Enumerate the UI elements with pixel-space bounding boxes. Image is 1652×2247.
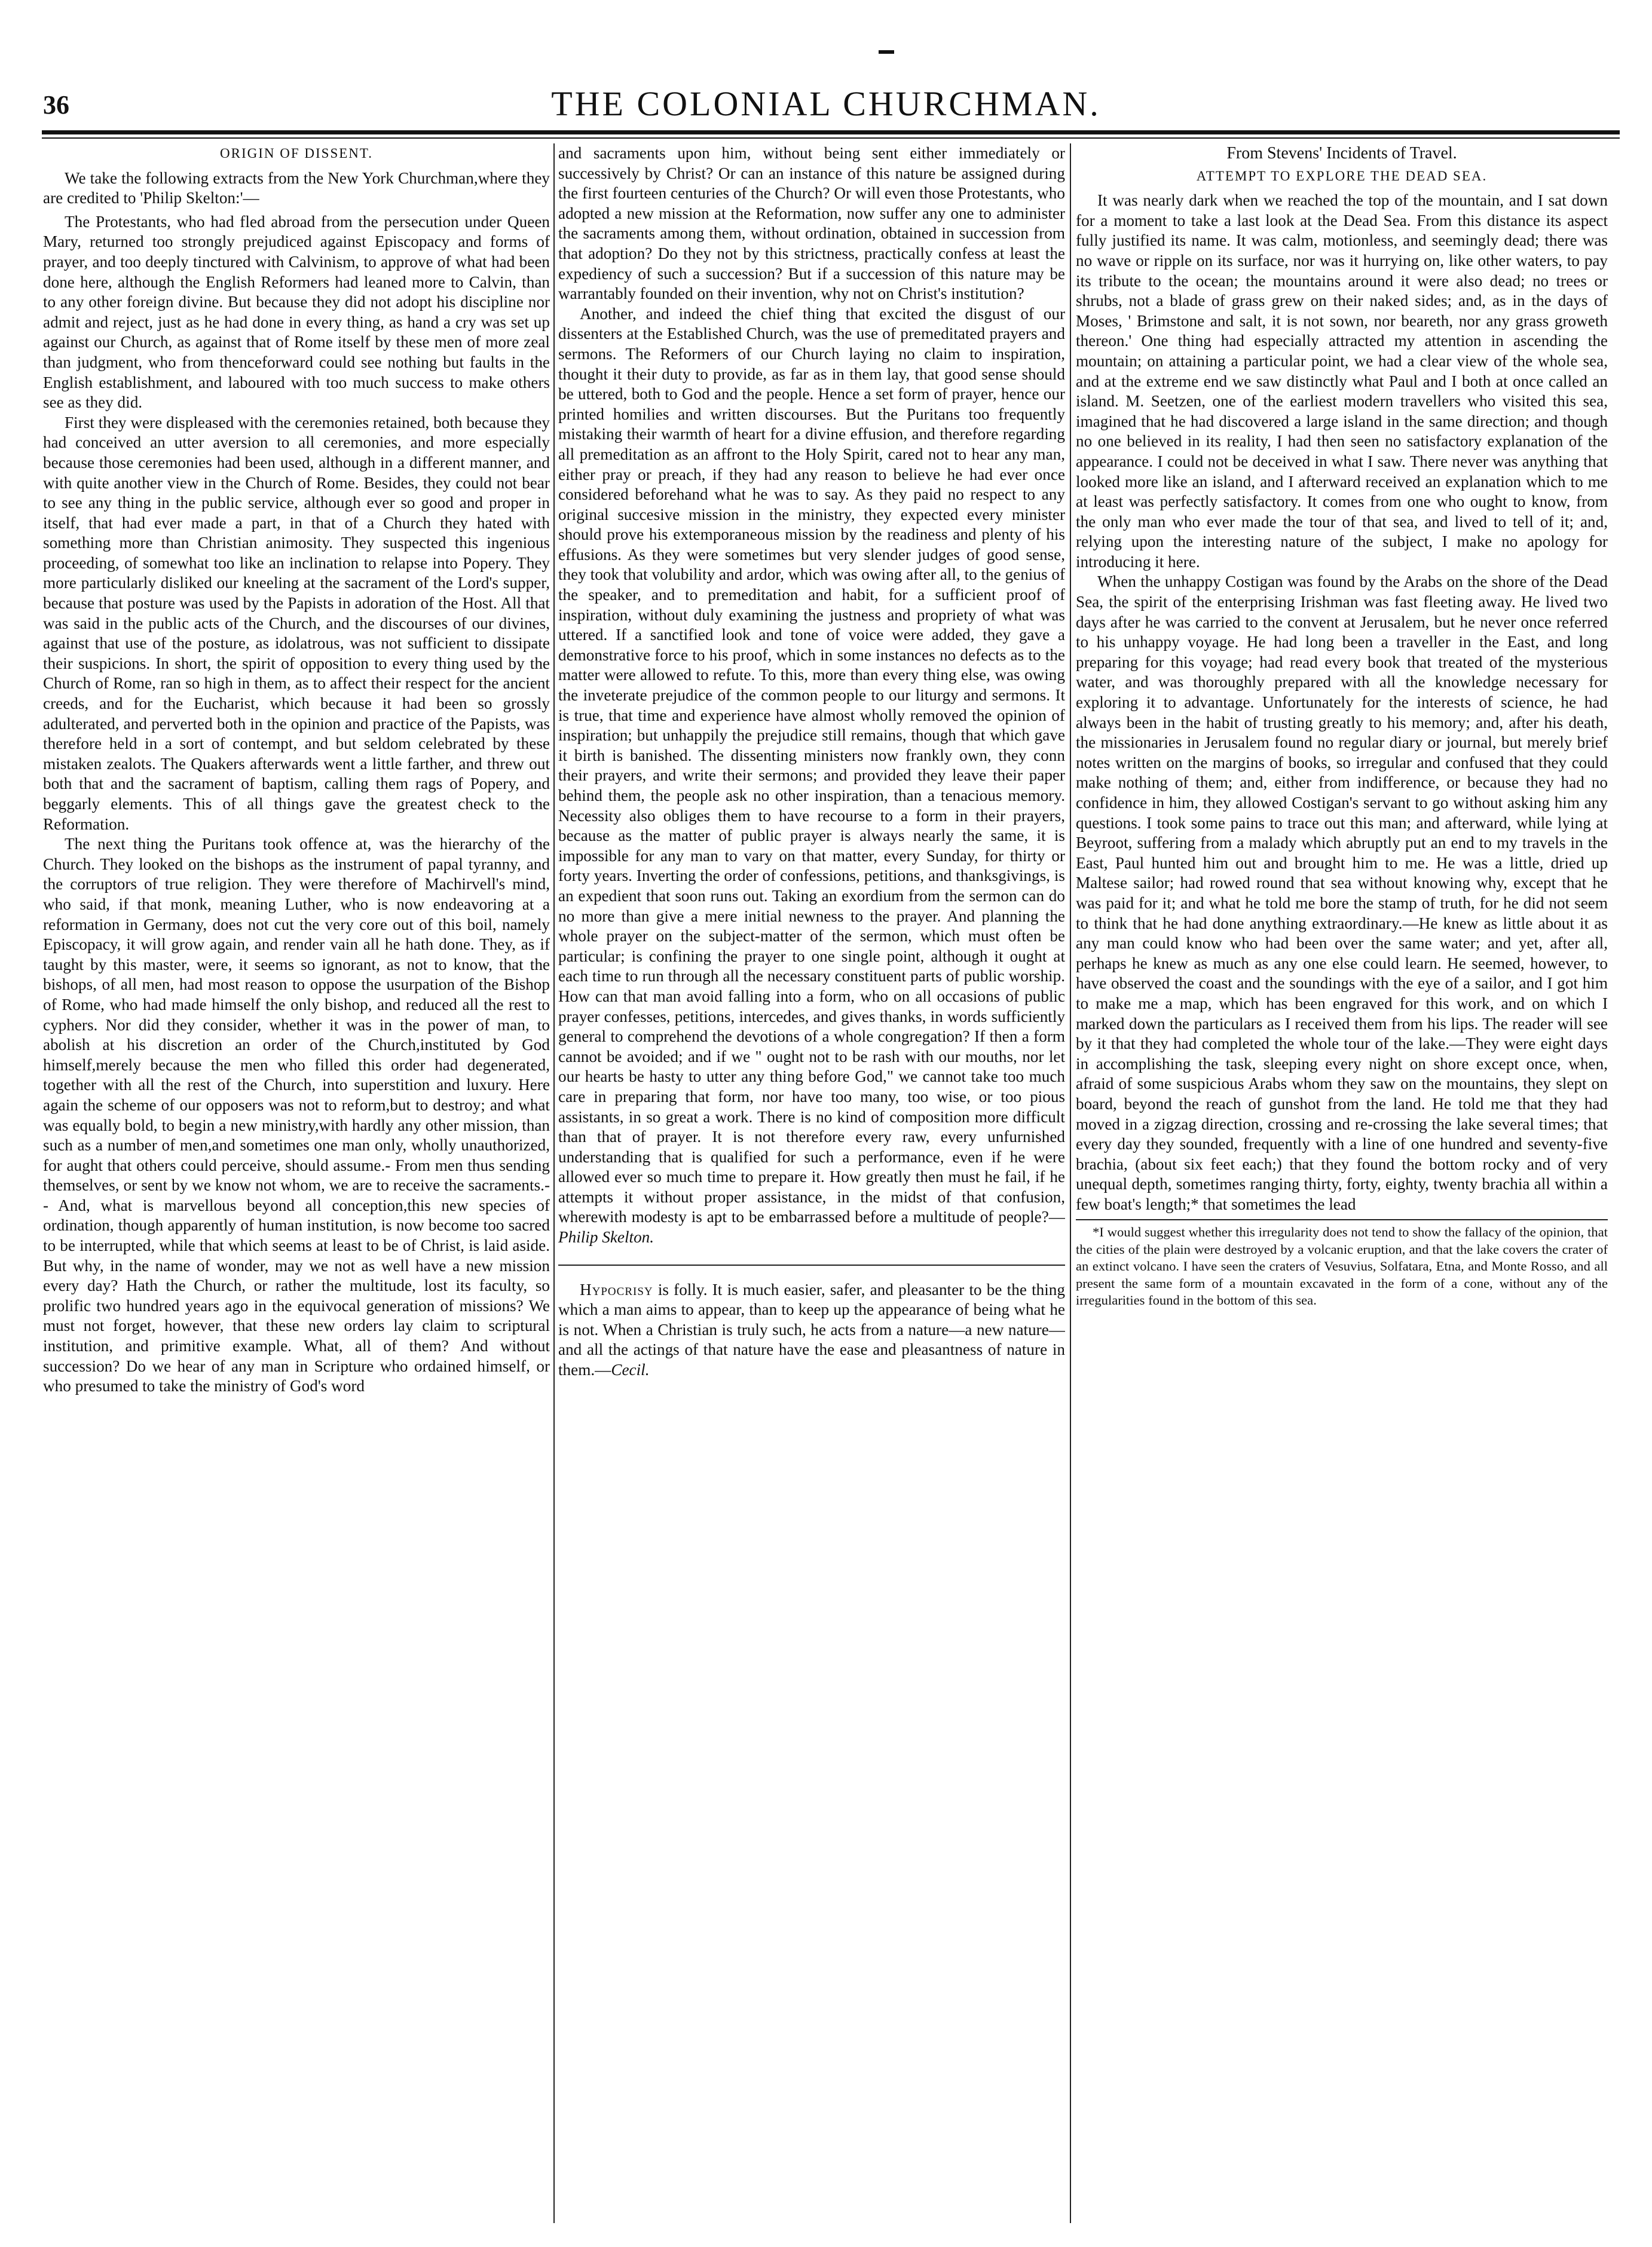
- header-rule-thin: [42, 137, 1620, 139]
- paragraph: and sacraments upon him, without being sent either immediately or successively by Christ? Or can an instance of this nature be assigned during the first fourteen centuries of the Church? Or will even those Protestants, who adopted a new mission at the Reformation, now suffer any one to administer the sacraments among them, without ordination, obtained in succession from that adoption? Do they not by this strictness, practically confess at least the expediency of such a succession? But if a succession of this nature may be warrantably founded on their invention, why not on Christ's institution?: [558, 144, 1065, 303]
- column-3: [1076, 143, 1608, 2229]
- paragraph-text: Another, and indeed the chief thing that excited the disgust of our dissenters at the Established Church, was the use of premeditated prayers and sermons. The Reformers of our Church laying no claim to inspiration, thought it their duty to provide, as far as in them lay, that good sense should be uttered, both to God and the people. Hence a set form of prayer, hence our printed homilies and written discourses. But the Puritans too frequently mistaking their warmth of heart for a divine effusion, and therefore regarding all premeditation as an affront to the Holy Spirit, cared not to hear any man, either pray or preach, if they had any reason to believe he had ever once considered beforehand what he was to say. As they paid no respect to any original succesive mission in the ministry, they expected every minister should prove his extemporaneous mission by the readiness and plenty of his effusions. As they were sometimes but very slender judges of good sense, they took that volubility and ardor, which was owing after all, to the genius of the speaker, and to premeditation and habit, for a sufficient proof of inspiration, without duly examining the justness and propriety of what was uttered. If a sanctified look and tone of voice were added, they gave a demonstrative force to his proof, which in some instances no defects as to the matter were allowed to refute. To this, more than every thing else, was owing the inveterate prejudice of the common people to our liturgy and sermons. It is true, that time and experience have almost wholly removed the opinion of inspiration; but unhappily the prejudice still remains, though that which gave it birth is banished. The dissenting ministers now frankly own, they conn their prayers, and write their sermons; and provided they leave their paper behind them, the people ask no other inspiration, than a tenacious memory. Necessity also obliges them to have recourse to a form in their prayers, because as the matter of public prayer is always nearly the same, it is impossible for any man to vary on that matter, every Sunday, for thirty or forty years. Inverting the order of confessions, petitions, and thanksgivings, is an expedient that soon runs out. Taking an exordium from the sermon can do no more than give a mere initial newness to the prayer. And planning the whole prayer on the subject-matter of the sermon, which must often be particular; is confining the prayer to one single point, although it ought at each time to run through all the necessary constituent parts of public worship. How can that man avoid falling into a form, who on all occasions of public prayer confesses, petitions, intercedes, and gives thanks, in words sufficiently general to comprehend the devotions of a whole congregation? If then a form cannot be avoided; and if we " ought not to be rash with our mouths, nor let our hearts be hasty to utter any thing before God," we cannot take too much care in preparing that form, nor have too many, too wise, or too pious assistants, in so great a work. There is no kind of composition more difficult than that of prayer. It is not therefore every raw, every unfurnished understanding that is qualified for such a performance, even if he were allowed ever so much time to prepare it. How greatly then must he fail, if he attempts it without proper assistance, in the midst of that confusion, wherewith modesty is apt to be embarrassed before a multitude of people?—: [558, 304, 1065, 1226]
- paragraph: The Protestants, who had fled abroad from the persecution under Queen Mary, returned too strongly prejudiced against Episcopacy and forms of prayer, and too deeply tinctured with Calvinism, to approve of what had been done here, although the English Reformers had leaned more to Calvin, than to any other foreign divine. But because they did not adopt his discipline nor admit and reject, just as he had done in every thing, as hand a cry was set up against our Church, as against that of Rome itself by these men of more zeal than judgment, who from thenceforward could see nothing but faults in the English establishment, and laboured with too much success to make others see as they did.: [43, 212, 550, 412]
- section-rule: [558, 1265, 1065, 1266]
- footnote-rule: [1076, 1219, 1608, 1220]
- column-divider: [1070, 143, 1071, 2223]
- column-2: [558, 143, 1065, 2229]
- paragraph: [558, 1280, 1065, 1380]
- paragraph: When the unhappy Costigan was found by the Arabs on the shore of the Dead Sea, the spirit of the enterprising Irishman was fast fleeting away. He lived two days after he was carried to the convent at Jerusalem, but he never once referred to his unhappy voyage. He had long been a traveller in the East, and long preparing for this voyage; had read every book that treated of the mysterious water, and was thoroughly prepared with all the knowledge necessary for exploring it to advantage. Unfortunately for the interests of science, he had always been in the habit of trusting greatly to his memory; and, after his death, the missionaries in Jerusalem found no regular diary or journal, but merely brief notes written on the margins of books, so irregular and confused that they could make nothing of them; and, either from indifference, or because they had no confidence in him, they allowed Costigan's servant to go without asking him any questions. I took some pains to trace out this man; and afterward, while lying at Beyroot, suffering from a malady which abruptly put an end to my travels in the East, Paul hunted him out and brought him to me. He was a little, dried up Maltese sailor; had rowed round that sea without knowing why, except that he was paid for it; and what he told me bore the stamp of truth, for he did not seem to think that he had done anything extraordinary.—He knew as little about it as any man could know who had been over the same water; and yet, after all, perhaps he knew as much as any one else could learn. He seemed, however, to have observed the coast and the soundings with the eye of a sailor, and I got him to make me a map, which has been engraved for this work, and on which I marked down the particulars as I received them from his lips. The reader will see by it that they had completed the whole tour of the lake.—They were eight days in accomplishing the task, sleeping every night on shore except once, when, afraid of some suspicious Arabs whom they saw on the mountains, they slept on board, beyond the reach of gunshot from the land. He told me that they had moved in a zigzag direction, crossing and re-crossing the lake several times; that every day they sounded, frequently with a line of one hundred and seventy-five brachia, (about six feet each;) that they found the bottom rocky and of very unequal depth, sometimes ranging thirty, forty, eighty, twenty brachia all within a few boat's length;* that sometimes the lead: [1076, 573, 1608, 1213]
- paragraph-text: is folly. It is much easier, safer, and pleasanter to be the thing which a man aims to appear, than to keep up the appearance of being what he is not. When a Christian is truly such, he acts from a nature—a new nature—and all the actings of that nature have the ease and pleasantness of nature in them.—: [558, 1280, 1065, 1379]
- paragraph: We take the following extracts from the New York Churchman,where they are credited to 'Philip Skelton:'—: [43, 169, 550, 207]
- footnote-text: *I would suggest whether this irregularity does not tend to show the fallacy of the opinion, that the cities of the plain were destroyed by a volcanic eruption, and that the lake covers the crater of an extinct volcano. I have seen the craters of Vesuvius, Solfatara, Etna, and Monte Rosso, and all present the same form of a mountain excavated in the form of a cone, without any of the irregularities found in the bottom of this sea.: [1076, 1224, 1608, 1308]
- attribution: Philip Skelton.: [558, 1228, 654, 1247]
- paragraph: [558, 304, 1065, 1248]
- column-divider: [553, 143, 555, 2223]
- page-number: 36: [43, 90, 69, 120]
- masthead-title: THE COLONIAL CHURCHMAN.: [551, 84, 1101, 123]
- lead-word: Hypocrisy: [580, 1280, 653, 1299]
- paragraph: The next thing the Puritans took offence at, was the hierarchy of the Church. They looked on the bishops as the instrument of papal tyranny, and the corruptors of true religion. They were therefore of Machirvell's mind, who said, if that monk, meaning Luther, who is now endeavoring at a reformation in Germany, does not cut the very core out of this boil, namely Episcopacy, it will grow again, and render vain all he hath done. They, as if taught by this master, were, it seems so ignorant, as not to know, that the bishops, of all men, had most reason to oppose the usurpation of the Bishop of Rome, who had made himself the only bishop, and reduced all the rest to cyphers. Nor did they consider, whether it was in the power of man, to abolish at his discretion an order of the Church,instituted by God himself,merely because the men who filled this order had degenerated, together with all the rest of the Church, into superstition and luxury. Here again the scheme of our opposers was not to reform,but to destroy; and what was equally bold, to begin a new ministry,with hardly any other mission, than such as a number of men,and sometimes one man only, wholly unauthorized, for aught that others could perceive, should assume.- From men thus sending themselves, or sent by we know not whom, we are to receive the sacraments.-- And, what is marvellous beyond all conception,this new species of ordination, though apparently of human institution, is now become too sacred to be interrupted, while that which seems at least to be of Christ, is laid aside. But why, in the name of wonder, may we not as well have a new mission every day? Hath the Church, or rather the multitude, lost its faculty, so prolific two hundred years ago in the equivocal generation of missions? We must not forget, however, that these new orders lay claim to scriptural institution, and primitive example. What, all of them? And without succession? Do we hear of any man in Scripture who ordained himself, or who presumed to take the ministry of God's word: [43, 835, 550, 1395]
- footnote: [1076, 1224, 1608, 1309]
- attribution: Cecil.: [611, 1361, 650, 1379]
- article-heading: ORIGIN OF DISSENT.: [220, 146, 373, 161]
- print-mark: [879, 50, 894, 54]
- paragraph: First they were displeased with the ceremonies retained, both because they had conceived an utter aversion to all ceremonies, and more especially because those ceremonies had been used, although in a different manner, and with quite another view in the Church of Rome. Besides, they could not bear to see any thing in the public service, although ever so good and proper in itself, that had ever made a part, in that of a Church they hated with something more than Christian animosity. They suspected this ingenious proceeding, of somewhat too like an inclination to relapse into Popery. They more particularly disliked our kneeling at the sacrament of the Lord's supper, because that posture was used by the Papists in adoration of the Host. All that was said in the public acts of the Church, and the discourses of our divines, against that use of the posture, as idolatrous, was not sufficient to dissipate their suspicions. In short, the spirit of opposition to every thing used by the Church of Rome, ran so high in them, as to affect their respect for the ancient creeds, and for the Eucharist, which because it had been so grossly adulterated, and perverted both in the opinion and practice of the Papists, was therefore held in a sort of contempt, and but seldom celebrated by these mistaken zealots. The Quakers afterwards went a little farther, and threw out both that and the sacrament of baptism, calling them rags of Popery, and beggarly elements. This of all things gave the greatest check to the Reformation.: [43, 413, 550, 833]
- article-subheading: ATTEMPT TO EXPLORE THE DEAD SEA.: [1196, 168, 1488, 183]
- column-1: [43, 143, 550, 2229]
- paragraph: It was nearly dark when we reached the top of the mountain, and I sat down for a moment to take a last look at the Dead Sea. From this distance its aspect fully justified its name. It was calm, motionless, and seemingly dead; there was no wave or ripple on its surface, nor was it hurrying on, like other waters, to pay its tribute to the ocean; the mountains around it were also dead; no trees or shrubs, not a blade of grass grew on their naked sides; and, as in the days of Moses, ' Brimstone and salt, it is not sown, nor beareth, nor any grass groweth thereon.' One thing had especially attracted my attention in ascending the mountain; on attaining a particular point, we had a clear view of the whole sea, and at the extreme end we saw distinctly what Paul and I both at once called an island. M. Seetzen, one of the earliest modern travellers who visited this sea, imagined that he had discovered a large island in the same direction; and though no one believed in its reality, I had then seen no satisfactory explanation of the appearance. I could not be deceived in what I saw. There never was anything that looked more like an island, and I afterward received an explanation which to me at least was perfectly satisfactory. It comes from one who ought to know, from the only man who ever made the tour of that sea, and lived to tell of it; and, relying upon the interesting nature of the subject, I make no apology for introducing it here.: [1076, 191, 1608, 571]
- header-rule-thick: [42, 130, 1620, 134]
- article-heading: From Stevens' Incidents of Travel.: [1226, 144, 1457, 163]
